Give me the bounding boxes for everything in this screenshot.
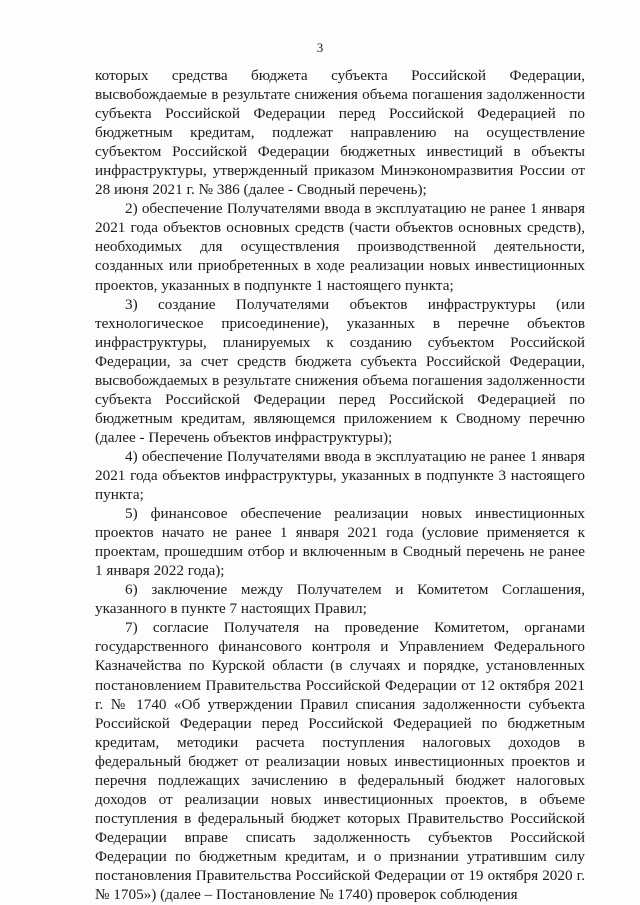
paragraph-item-6: 6) заключение между Получателем и Комитетом Соглашения, указанного в пункте 7 настоящих Правил; — [95, 581, 585, 618]
paragraph-item-2: 2) обеспечение Получателями ввода в эксплуатацию не ранее 1 января 2021 года объектов основных средств (части объектов основных средств), необходимых для осуществления производственной деятельности, созданных или приобретенных в ходе реализации новых инвестиционных проектов, указанных в подпункте 1 настоящего пункта; — [95, 200, 585, 294]
paragraph-item-7: 7) согласие Получателя на проведение Комитетом, органами государственного финансового контроля и Управлением Федерального Казначейства по Курской области (в случаях и порядке, установленных постановлением Правительства Российской Федерации от 12 октября 2021 г. № 1740 «Об утверждении Правил списания задолженности субъекта Российской Федерации перед Российской Федерацией по бюджетным кредитам, методики расчета поступления налоговых доходов в федеральный бюджет от реализации новых инвестиционных проектов и перечня подлежащих зачислению в федеральный бюджет налоговых доходов от реализации новых инвестиционных проектов, в объеме поступления в федеральный бюджет которых Правительство Российской Федерации вправе списать задолженность субъектов Российской Федерации по бюджетным кредитам, и о признании утратившим силу постановления Правительства Российской Федерации от 19 октября 2020 г. № 1705») (далее – Постановление № 1740) проверок соблюдения — [95, 619, 585, 904]
page-number: 3 — [316, 40, 324, 55]
paragraph-item-5: 5) финансовое обеспечение реализации новых инвестиционных проектов начато не ранее 1 января 2021 года (условие применяется к проектам, прошедшим отбор и включенным в Сводный перечень не ранее 1 января 2022 года); — [95, 505, 585, 580]
document-body — [95, 66, 585, 904]
paragraph-item-3: 3) создание Получателями объектов инфраструктуры (или технологическое присоединение), указанных в перечне объектов инфраструктуры, планируемых к созданию субъектом Российской Федерации, за счет средств бюджета субъекта Российской Федерации, высвобождаемых в результате снижения объема погашения задолженности субъекта Российской Федерации перед Российской Федерацией по бюджетным кредитам, являющемся приложением к Сводному перечню (далее - Перечень объектов инфраструктуры); — [95, 295, 585, 446]
paragraph-continuation: которых средства бюджета субъекта Российской Федерации, высвобождаемые в результате снижения объема погашения задолженности субъекта Российской Федерации перед Российской Федерацией по бюджетным кредитам, подлежат направлению на осуществление субъектом Российской Федерации бюджетных инвестиций в объекты инфраструктуры, утвержденный приказом Минэкономразвития России от 28 июня 2021 г. № 386 (далее - Сводный перечень); — [95, 67, 585, 199]
paragraph-item-4: 4) обеспечение Получателями ввода в эксплуатацию не ранее 1 января 2021 года объектов инфраструктуры, указанных в подпункте 3 настоящего пункта; — [95, 447, 585, 504]
